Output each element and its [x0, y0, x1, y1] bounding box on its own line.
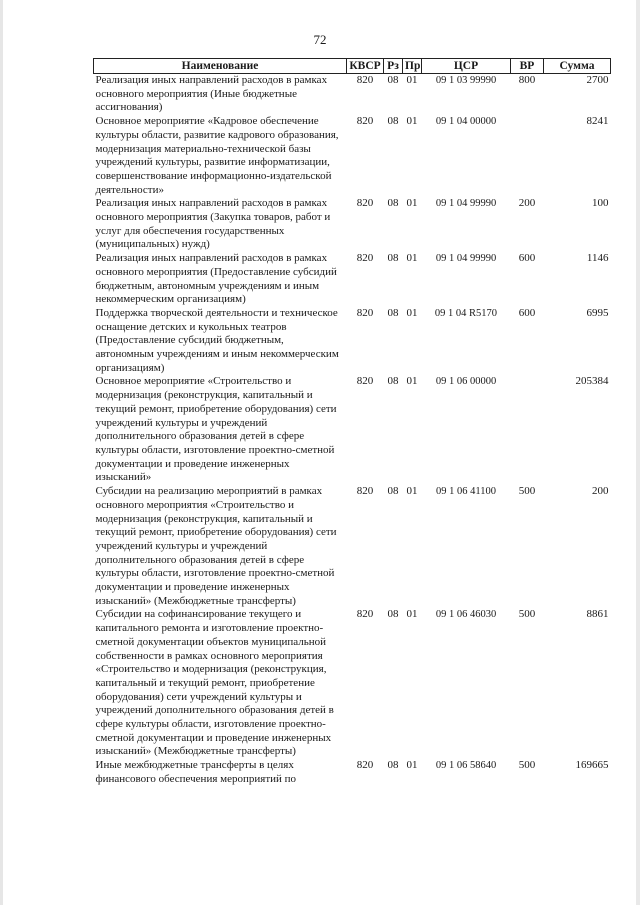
header-vr: ВР	[511, 59, 544, 74]
row-csr: 09 1 03 99990	[435, 75, 497, 86]
row-sum: 8241	[586, 115, 609, 128]
row-csr: 09 1 06 46030	[435, 609, 497, 621]
row-sum: 2700	[586, 74, 609, 86]
row-pr: 01	[406, 197, 418, 210]
row-rz: 08	[387, 485, 399, 498]
row-rz: 08	[387, 608, 399, 621]
row-pr: 01	[406, 375, 418, 388]
row-pr: 01	[406, 115, 418, 128]
row-vr: 800	[518, 74, 536, 86]
row-sum: 205384	[575, 375, 609, 388]
row-name: Основное мероприятие «Кадровое обеспечение культуры области, развитие кадрового образования, модернизация материально-технической базы учреждений культуры, развитие информатизации, совершенствование информационно-издательской деятельности»	[95, 115, 339, 196]
row-name: Основное мероприятие «Строительство и модернизация (реконструкция, капитальный и текущий ремонт, приобретение оборудования) сети учреждений культуры и учреждений дополнительного образования детей в сфере культуры области, изготовление проектно-сметной документации и проведение инженерных изысканий»	[95, 375, 337, 484]
table-row	[94, 197, 611, 252]
page-number: 72	[313, 32, 327, 47]
row-vr: 200	[518, 197, 536, 210]
row-vr	[511, 375, 544, 485]
row-rz: 08	[387, 115, 399, 128]
row-pr: 01	[406, 306, 418, 319]
header-sum: Сумма	[544, 59, 611, 74]
row-name: Реализация иных направлений расходов в рамках основного мероприятия (Предоставление субсидий бюджетным, автономным учреждениям и иным некоммерческим организациям)	[95, 252, 337, 306]
row-vr: 500	[518, 759, 536, 772]
row-name: Реализация иных направлений расходов в рамках основного мероприятия (Закупка товаров, работ и услуг для обеспечения государственных (муниципальных) нужд)	[95, 197, 331, 251]
row-vr: 500	[518, 485, 536, 498]
table-row	[94, 115, 611, 197]
table-row	[94, 485, 611, 608]
row-kvsr: 820	[356, 197, 374, 210]
row-vr: 500	[518, 608, 536, 621]
table-header	[94, 59, 611, 74]
row-kvsr: 820	[356, 252, 374, 265]
row-vr	[511, 115, 544, 197]
row-pr: 01	[406, 608, 418, 621]
row-csr: 09 1 04 00000	[435, 116, 497, 128]
row-kvsr: 820	[356, 485, 374, 498]
row-name: Реализация иных направлений расходов в рамках основного мероприятия (Иные бюджетные ассигнования)	[95, 74, 328, 114]
row-name: Иные межбюджетные трансферты в целях финансового обеспечения мероприятий по	[95, 759, 297, 785]
row-vr: 600	[518, 306, 536, 319]
row-kvsr: 820	[356, 759, 374, 772]
row-sum: 6995	[586, 306, 609, 319]
row-kvsr: 820	[356, 608, 374, 621]
row-csr: 09 1 04 99990	[435, 253, 497, 265]
row-vr: 600	[518, 252, 536, 265]
table-row	[94, 74, 611, 116]
budget-table	[93, 58, 611, 787]
row-rz: 08	[387, 306, 399, 319]
row-csr: 09 1 04 R5170	[434, 307, 498, 319]
scan-right-edge	[636, 0, 640, 905]
table-row	[94, 375, 611, 485]
row-pr: 01	[406, 485, 418, 498]
row-kvsr: 820	[356, 115, 374, 128]
scan-left-edge	[0, 0, 3, 905]
header-rz: Рз	[384, 59, 403, 74]
row-sum: 200	[592, 485, 609, 498]
table-row	[94, 252, 611, 307]
row-rz: 08	[387, 759, 399, 772]
row-sum: 1146	[586, 252, 609, 265]
header-pr: Пр	[403, 59, 422, 74]
table-row	[94, 608, 611, 759]
header-name: Наименование	[94, 59, 347, 74]
row-csr: 09 1 06 00000	[435, 376, 497, 388]
row-name: Поддержка творческой деятельности и техническое оснащение детских и кукольных театров (Предоставление субсидий бюджетным, автономным учреждениям и иным некоммерческим организациям)	[95, 306, 339, 374]
header-csr: ЦСР	[422, 59, 511, 74]
header-kvsr: КВСР	[347, 59, 384, 74]
header-row	[94, 59, 611, 74]
row-pr: 01	[406, 74, 418, 86]
row-csr: 09 1 04 99990	[435, 198, 497, 210]
row-name: Субсидии на реализацию мероприятий в рамках основного мероприятия «Строительство и модернизация (реконструкция, капитальный и текущий ремонт, приобретение оборудования) сети учреждений культуры и учреждений дополнительного образования детей в сфере культуры области, изготовление проектно-сметной документации и проведение инженерных изысканий» (Межбюджетные трансферты)	[95, 485, 337, 607]
row-rz: 08	[387, 197, 399, 210]
row-kvsr: 820	[356, 306, 374, 319]
row-pr: 01	[406, 759, 418, 772]
row-kvsr: 820	[356, 375, 374, 388]
row-kvsr: 820	[356, 74, 374, 86]
row-sum: 8861	[586, 608, 609, 621]
row-rz: 08	[387, 74, 399, 86]
row-name: Субсидии на софинансирование текущего и капитального ремонта и изготовление проектно-сметной документации объектов муниципальной собственности в рамках основного мероприятия «Строительство и модернизация (реконструкция, капитальный и текущий ремонт, приобретение оборудования) сети учреждений культуры и учреждений дополнительного образования детей в сфере культуры области, изготовление проектно-сметной документации и проведение инженерных изысканий» (Межбюджетные трансферты)	[95, 608, 334, 758]
table-row	[94, 759, 611, 786]
row-rz: 08	[387, 375, 399, 388]
row-sum: 100	[592, 197, 609, 210]
row-rz: 08	[387, 252, 399, 265]
row-pr: 01	[406, 252, 418, 265]
table-body	[94, 74, 611, 787]
row-sum: 169665	[575, 759, 609, 772]
table-row	[94, 307, 611, 376]
row-csr: 09 1 06 58640	[435, 760, 497, 772]
row-csr: 09 1 06 41100	[436, 486, 496, 498]
